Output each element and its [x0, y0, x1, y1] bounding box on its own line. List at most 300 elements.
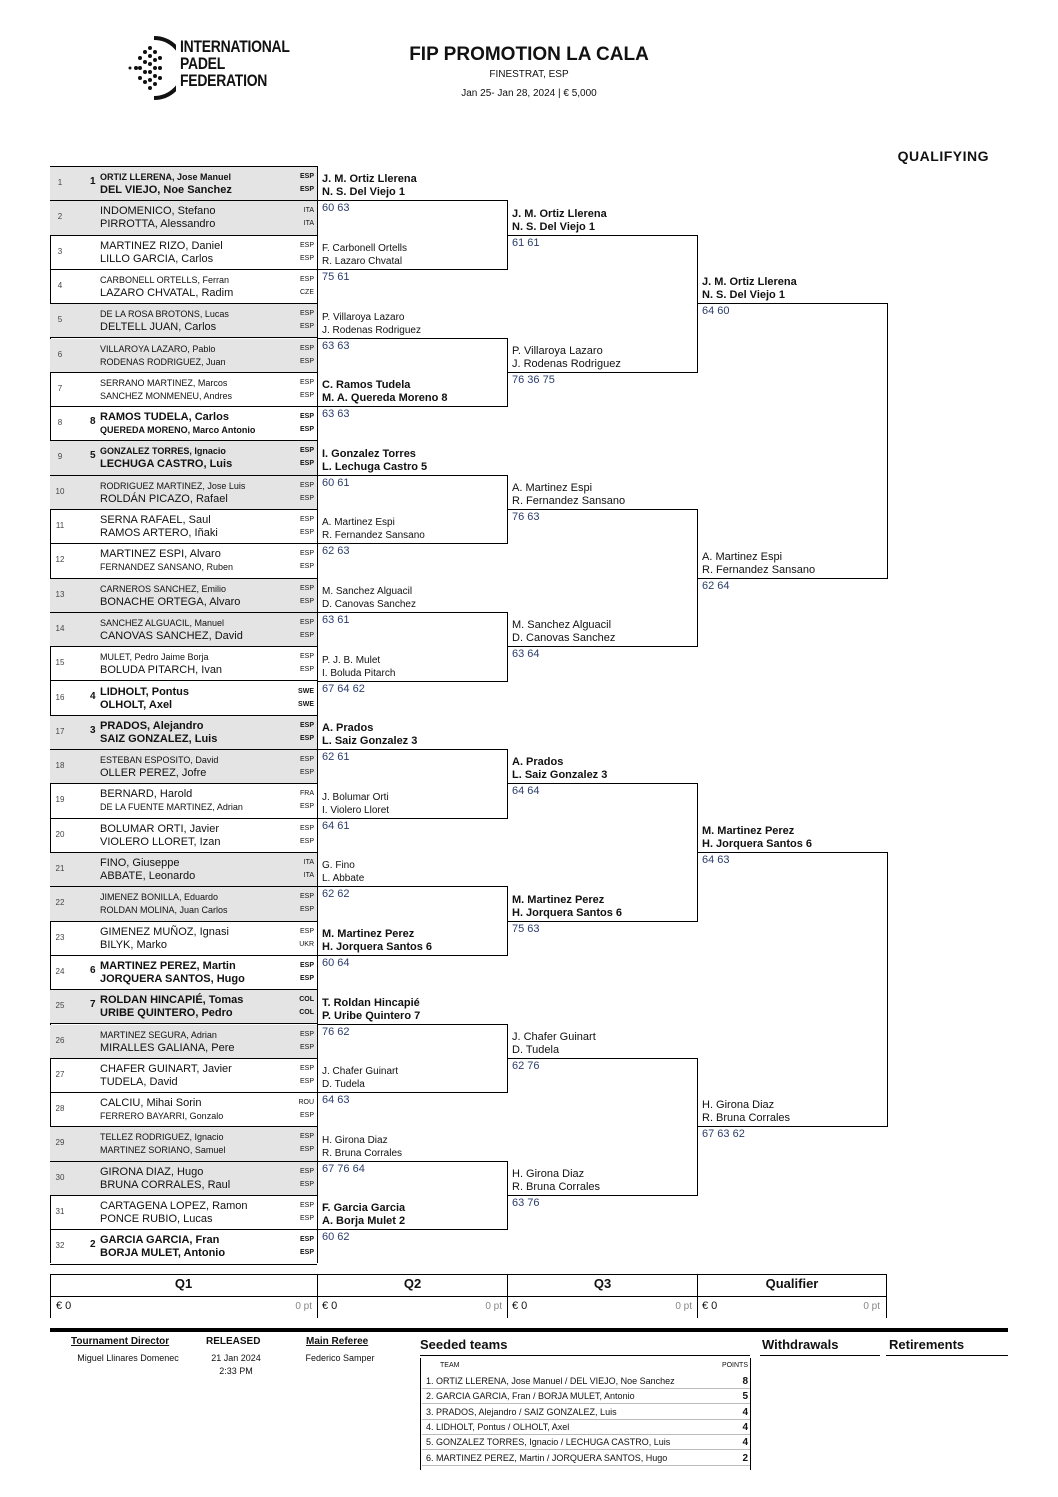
- country-code: ESP: [299, 1133, 314, 1141]
- seeded-team-name: 3. PRADOS, Alejandro / SAIZ GONZALEZ, Luis: [426, 1406, 617, 1417]
- draw-type-label: QUALIFYING: [897, 148, 989, 164]
- seed-number: 5: [90, 450, 96, 462]
- country-code: ESP: [299, 974, 314, 982]
- points-q3: 0 pt: [675, 1301, 692, 1312]
- entry-number: 24: [55, 966, 65, 976]
- match-score: 62 76: [512, 1059, 540, 1072]
- player-name: ORTIZ LLERENA, Jose Manuel: [100, 172, 232, 182]
- prize-q1: € 0: [56, 1300, 72, 1312]
- player-name: GONZALEZ TORRES, Ignacio: [100, 446, 226, 457]
- seed-number: 3: [90, 724, 96, 736]
- player-name: RAMOS TUDELA, Carlos: [100, 411, 229, 424]
- player-name: JORQUERA SANTOS, Hugo: [100, 972, 245, 985]
- winner-player: D. Canovas Sanchez: [322, 598, 416, 610]
- country-code: ESP: [299, 721, 314, 729]
- country-code: ESP: [299, 927, 314, 935]
- winner-player: I. Boluda Pitarch: [322, 667, 396, 679]
- winner-line: [318, 749, 508, 750]
- winner-player: N. S. Del Viejo 1: [702, 289, 785, 302]
- winner-line: [318, 818, 508, 819]
- seeded-team-header: TEAM: [440, 1362, 460, 1369]
- match-score: 63 61: [322, 613, 350, 626]
- winner-player: M. Martinez Perez: [512, 893, 605, 906]
- player-name: FINO, Giuseppe: [100, 857, 180, 869]
- winner-player: R. Lazaro Chvatal: [322, 255, 403, 267]
- winner-line: [318, 1161, 508, 1162]
- seeded-team-row: [422, 1374, 750, 1389]
- seeded-team-row: [422, 1389, 750, 1404]
- seeded-team-name: 1. ORTIZ LLERENA, Jose Manuel / DEL VIEJO, Noe Sanchez: [426, 1376, 675, 1386]
- seed-number: 7: [90, 999, 96, 1011]
- player-name: QUEREDA MORENO, Marco Antonio: [100, 425, 256, 436]
- seeded-team-name: 5. GONZALEZ TORRES, Ignacio / LECHUGA CASTRO, Luis: [426, 1437, 671, 1448]
- entry-number: 4: [57, 280, 63, 290]
- country-code: ESP: [299, 460, 314, 468]
- match-score: 67 64 62: [322, 682, 365, 695]
- player-name: RAMOS ARTERO, Iñaki: [100, 527, 218, 539]
- entry-row: [50, 1230, 317, 1264]
- seed-number: 8: [90, 416, 96, 428]
- entry-number: 32: [55, 1241, 65, 1251]
- winner-line: [318, 1092, 508, 1093]
- entry-row: [50, 990, 317, 1024]
- player-name: BRUNA CORRALES, Raul: [100, 1178, 231, 1191]
- country-code: ESP: [299, 734, 314, 742]
- entry-number: 12: [55, 555, 65, 565]
- entry-row: [50, 441, 317, 475]
- footer-rule: [50, 1328, 1008, 1332]
- entry-row: [50, 167, 317, 201]
- released-label: RELEASED: [206, 1336, 261, 1347]
- player-name: BOLUDA PITARCH, Ivan: [100, 664, 223, 677]
- player-name: ROLDÁN PICAZO, Rafael: [100, 492, 228, 505]
- winner-player: J. M. Ortiz Llerena: [512, 207, 607, 220]
- country-code: ESP: [299, 1249, 314, 1257]
- winner-player: H. Jorquera Santos 6: [702, 838, 813, 850]
- entry-row: [50, 304, 317, 338]
- released-time: 2:33 PM: [219, 1366, 253, 1376]
- round-label-q3: Q3: [593, 1276, 612, 1291]
- entry-row: [50, 784, 317, 818]
- entry-row: [50, 716, 317, 750]
- country-code: FRA: [300, 790, 314, 798]
- player-name: SANCHEZ ALGUACIL, Manuel: [100, 617, 225, 628]
- country-code: ESP: [299, 563, 314, 571]
- winner-player: C. Ramos Tudela: [322, 379, 411, 392]
- winner-line: [508, 783, 698, 784]
- winner-player: M. A. Quereda Moreno 8: [322, 392, 448, 405]
- player-name: MARTINEZ RIZO, Daniel: [100, 239, 223, 252]
- winner-line: [318, 886, 508, 887]
- winner-player: H. Jorquera Santos 6: [322, 940, 433, 953]
- winner-line: [318, 475, 508, 476]
- winner-line: [318, 612, 508, 613]
- player-name: RODENAS RODRIGUEZ, Juan: [100, 356, 226, 367]
- withdrawals-title: Withdrawals: [762, 1337, 839, 1352]
- entry-number: 16: [55, 692, 65, 702]
- entry-row: [50, 1025, 317, 1059]
- player-name: ABBATE, Leonardo: [100, 870, 196, 882]
- country-code: ESP: [299, 186, 314, 193]
- match-score: 75 63: [512, 922, 540, 935]
- winner-player: I. Gonzalez Torres: [322, 447, 416, 460]
- seeded-table-border: [420, 1358, 421, 1470]
- player-name: PIRROTTA, Alessandro: [100, 218, 216, 231]
- director-label: Tournament Director: [71, 1336, 170, 1347]
- entry-row: [50, 647, 317, 681]
- player-name: ROLDAN MOLINA, Juan Carlos: [100, 905, 228, 916]
- entry-number: 13: [55, 589, 65, 599]
- country-code: ESP: [299, 550, 314, 558]
- player-name: INDOMENICO, Stefano: [100, 205, 216, 218]
- player-name: GIRONA DIAZ, Hugo: [100, 1165, 204, 1178]
- winner-player: L. Abbate: [322, 873, 365, 885]
- round-header-line: [50, 1274, 886, 1275]
- points-qualifier: 0 pt: [863, 1301, 880, 1312]
- match-score: 67 76 64: [322, 1162, 365, 1175]
- logo-text: INTERNATIONAL PADEL FEDERATION: [180, 37, 290, 90]
- winner-player: H. Girona Diaz: [322, 1134, 388, 1146]
- country-code: ESP: [299, 906, 314, 914]
- player-name: DE LA ROSA BROTONS, Lucas: [100, 309, 229, 320]
- player-name: MARTINEZ SORIANO, Samuel: [100, 1145, 226, 1156]
- entry-number: 23: [55, 932, 65, 942]
- winner-player: J. Rodenas Rodriguez: [322, 324, 421, 336]
- prize-q3: € 0: [512, 1300, 528, 1312]
- player-name: LIDHOLT, Pontus: [100, 685, 190, 698]
- country-code: ESP: [299, 769, 314, 777]
- player-name: DE LA FUENTE MARTINEZ, Adrian: [100, 802, 243, 813]
- winner-line: [698, 1126, 888, 1127]
- winner-player: J. M. Ortiz Llerena: [702, 276, 797, 289]
- player-name: FERRERO BAYARRI, Gonzalo: [100, 1111, 224, 1122]
- prize-qualifier: € 0: [702, 1300, 718, 1312]
- winner-player: A. Martinez Espi: [512, 482, 593, 494]
- winner-player: F. Garcia Garcia: [322, 1202, 406, 1215]
- seed-number: 6: [90, 964, 96, 976]
- entry-number: 17: [55, 726, 65, 736]
- winner-player: P. Villaroya Lazaro: [512, 344, 603, 357]
- seed-number: 1: [90, 176, 96, 187]
- winner-player: A. Martinez Espi: [322, 517, 395, 529]
- winner-player: A. Prados: [322, 722, 374, 735]
- match-score: 76 36 75: [512, 373, 555, 386]
- entry-row: [50, 407, 317, 441]
- player-name: GARCIA GARCIA, Fran: [100, 1234, 220, 1247]
- player-name: LILLO GARCIA, Carlos: [100, 252, 214, 265]
- tournament-dates: Jan 25- Jan 28, 2024 | € 5,000: [461, 88, 597, 99]
- entry-row: [50, 236, 317, 270]
- country-code: ESP: [299, 323, 314, 331]
- entry-number: 27: [55, 1069, 65, 1079]
- country-code: ESP: [299, 1112, 314, 1120]
- seeded-points-header: POINTS: [721, 1362, 748, 1369]
- seeded-team-row: [422, 1420, 750, 1435]
- winner-player: I. Violero Lloret: [322, 804, 390, 816]
- player-name: SAIZ GONZALEZ, Luis: [100, 732, 218, 745]
- player-name: VIOLERO LLORET, Izan: [100, 835, 221, 848]
- winner-line: [698, 852, 888, 853]
- winner-player: H. Jorquera Santos 6: [512, 906, 623, 919]
- entry-row: [50, 1196, 317, 1230]
- entry-number: 7: [57, 383, 63, 393]
- winner-player: N. S. Del Viejo 1: [322, 186, 405, 199]
- seeded-team-name: 2. GARCIA GARCIA, Fran / BORJA MULET, Antonio: [426, 1391, 635, 1402]
- winner-player: J. M. Ortiz Llerena: [322, 173, 417, 186]
- winner-player: A. Borja Mulet 2: [322, 1215, 406, 1228]
- player-name: PRADOS, Alejandro: [100, 719, 204, 732]
- player-name: VILLAROYA LAZARO, Pablo: [100, 343, 216, 354]
- player-name: BILYK, Marko: [100, 938, 168, 951]
- player-name: OLHOLT, Axel: [100, 698, 173, 711]
- player-name: CALCIU, Mihai Sorin: [100, 1097, 202, 1110]
- winner-player: L. Lechuga Castro 5: [322, 460, 428, 473]
- player-name: MARTINEZ ESPI, Alvaro: [100, 548, 221, 561]
- entry-number: 22: [55, 898, 65, 908]
- entry-number: 31: [55, 1207, 65, 1216]
- country-code: ESP: [299, 494, 314, 502]
- match-score: 76 63: [512, 511, 540, 523]
- seeded-team-points: 8: [742, 1376, 748, 1387]
- winner-line: [318, 269, 508, 270]
- player-name: ESTEBAN ESPOSITO, David: [100, 755, 219, 766]
- winner-line: [318, 1229, 508, 1230]
- country-code: ITA: [303, 220, 314, 228]
- entry-row: [50, 682, 317, 716]
- match-score: 64 63: [702, 854, 730, 866]
- country-code: ESP: [299, 254, 314, 262]
- round-divider: [886, 1274, 887, 1318]
- seeded-team-points: 2: [742, 1452, 748, 1464]
- retirements-rule: [886, 1355, 1008, 1356]
- winner-player: H. Girona Diaz: [512, 1168, 585, 1180]
- match-score: 64 60: [702, 305, 730, 318]
- entry-row: [50, 887, 317, 921]
- match-score: 64 63: [322, 1094, 350, 1107]
- country-code: ESP: [299, 597, 314, 605]
- retirements-title: Retirements: [889, 1337, 965, 1352]
- player-name: OLLER PEREZ, Jofre: [100, 767, 207, 780]
- round-label-q1: Q1: [174, 1276, 193, 1291]
- country-code: ESP: [299, 653, 314, 661]
- round-label-q2: Q2: [403, 1276, 422, 1291]
- entry-number: 11: [55, 521, 65, 530]
- winner-player: D. Tudela: [512, 1043, 560, 1056]
- winner-line: [508, 921, 698, 922]
- director-name: Miguel Llinares Domenec: [77, 1353, 179, 1363]
- entry-number: 3: [57, 246, 63, 256]
- winner-player: J. Rodenas Rodriguez: [512, 357, 621, 370]
- match-score: 62 64: [702, 579, 730, 592]
- seeded-teams-title: Seeded teams: [420, 1337, 508, 1352]
- winner-line: [318, 955, 508, 956]
- match-score: 67 63 62: [702, 1128, 745, 1141]
- winner-player: R. Fernandez Sansano: [702, 563, 816, 576]
- country-code: ESP: [299, 378, 314, 386]
- match-score: 76 62: [322, 1025, 350, 1038]
- entry-row: [50, 819, 317, 853]
- entry-number: 30: [55, 1172, 65, 1182]
- country-code: ESP: [299, 1043, 314, 1051]
- winner-line: [318, 1024, 508, 1025]
- player-name: TELLEZ RODRIGUEZ, Ignacio: [100, 1132, 224, 1143]
- winner-player: J. Chafer Guinart: [322, 1066, 399, 1078]
- country-code: ESP: [299, 447, 314, 455]
- player-name: SERRANO MARTINEZ, Marcos: [100, 377, 228, 388]
- seeded-team-row: [422, 1435, 750, 1450]
- match-score: 60 61: [322, 476, 350, 489]
- country-code: ESP: [299, 893, 314, 901]
- entry-row: [50, 579, 317, 613]
- points-q2: 0 pt: [485, 1301, 502, 1312]
- player-name: CARBONELL ORTELLS, Ferran: [100, 274, 230, 285]
- country-code: ESP: [299, 824, 314, 832]
- country-code: SWE: [298, 687, 314, 695]
- match-score: 60 63: [322, 202, 350, 215]
- player-name: ROLDAN HINCAPIÉ, Tomas: [100, 994, 244, 1007]
- player-name: BONACHE ORTEGA, Alvaro: [100, 595, 241, 608]
- entry-row: [50, 476, 317, 510]
- entry-row: [50, 1093, 317, 1127]
- entry-number: 20: [55, 829, 65, 839]
- entry-number: 9: [57, 452, 63, 462]
- winner-player: T. Roldan Hincapié: [322, 996, 420, 1009]
- country-code: ESP: [299, 584, 314, 592]
- winner-player: R. Bruna Corrales: [512, 1181, 601, 1193]
- country-code: ESP: [299, 756, 314, 764]
- player-name: GIMENEZ MUÑOZ, Ignasi: [100, 925, 229, 938]
- seeded-title-rule: [420, 1355, 750, 1356]
- player-name: CANOVAS SANCHEZ, David: [100, 629, 243, 642]
- match-score: 63 76: [512, 1197, 540, 1209]
- player-name: CARNEROS SANCHEZ, Emilio: [100, 583, 227, 594]
- country-code: ITA: [303, 859, 314, 866]
- entry-number: 25: [55, 1001, 65, 1011]
- country-code: UKR: [299, 940, 314, 948]
- seeded-team-name: 6. MARTINEZ PEREZ, Martin / JORQUERA SANTOS, Hugo: [426, 1452, 668, 1463]
- referee-label: Main Referee: [306, 1336, 369, 1347]
- tournament-location: FINESTRAT, ESP: [489, 69, 569, 80]
- player-name: RODRIGUEZ MARTINEZ, Jose Luis: [100, 480, 246, 491]
- country-code: ESP: [299, 426, 314, 434]
- player-name: CHAFER GUINART, Javier: [100, 1062, 232, 1075]
- seeded-team-points: 4: [742, 1421, 748, 1433]
- seed-number: 4: [90, 690, 96, 702]
- winner-player: P. Villaroya Lazaro: [322, 311, 405, 323]
- bracket-connector: [887, 852, 888, 1127]
- entry-row: [50, 1162, 317, 1196]
- seeded-team-name: 4. LIDHOLT, Pontus / OLHOLT, Axel: [426, 1421, 570, 1432]
- match-score: 62 63: [322, 545, 350, 558]
- winner-player: A. Prados: [512, 756, 564, 769]
- entry-row: [50, 339, 317, 373]
- winner-line: [698, 578, 888, 579]
- round-label-qualifier: Qualifier: [765, 1276, 819, 1291]
- entry-number: 26: [55, 1035, 65, 1045]
- winner-line: [318, 543, 508, 544]
- winner-line: [318, 338, 508, 339]
- winner-player: M. Martinez Perez: [702, 825, 795, 837]
- winner-line: [508, 1195, 698, 1196]
- winner-player: D. Tudela: [322, 1079, 365, 1091]
- country-code: ESP: [299, 310, 314, 318]
- seeded-team-points: 4: [742, 1437, 748, 1449]
- player-name: CARTAGENA LOPEZ, Ramon: [100, 1200, 248, 1212]
- withdrawals-rule: [760, 1355, 880, 1356]
- winner-player: J. Chafer Guinart: [512, 1030, 596, 1043]
- country-code: ESP: [299, 1180, 314, 1188]
- player-name: SANCHEZ MONMENEU, Andres: [100, 390, 233, 401]
- winner-player: F. Carbonell Ortells: [322, 242, 408, 254]
- winner-player: H. Girona Diaz: [702, 1099, 775, 1112]
- player-name: SERNA RAFAEL, Saul: [100, 514, 211, 526]
- tournament-title: FIP PROMOTION LA CALA: [409, 44, 649, 65]
- player-name: LAZARO CHVATAL, Radim: [100, 286, 234, 299]
- entry-row: [50, 270, 317, 304]
- winner-player: R. Fernandez Sansano: [512, 495, 626, 507]
- player-name: MULET, Pedro Jaime Borja: [100, 652, 209, 663]
- winner-line: [318, 406, 508, 407]
- entry-row: [50, 201, 317, 235]
- entry-number: 8: [57, 418, 63, 428]
- country-code: ESP: [299, 666, 314, 674]
- seeded-table-border: [750, 1358, 751, 1470]
- match-score: 60 64: [322, 956, 350, 969]
- winner-player: R. Bruna Corrales: [702, 1112, 791, 1125]
- winner-player: A. Martinez Espi: [702, 550, 783, 563]
- entry-number: 6: [57, 349, 63, 359]
- entry-number: 2: [57, 212, 63, 222]
- match-score: 75 61: [322, 270, 350, 283]
- match-score: 62 61: [322, 751, 350, 764]
- winner-player: R. Fernandez Sansano: [322, 530, 425, 542]
- country-code: ESP: [299, 1202, 314, 1209]
- country-code: ITA: [303, 207, 314, 215]
- player-name: JIMENEZ BONILLA, Eduardo: [100, 892, 219, 903]
- country-code: ESP: [299, 344, 314, 352]
- country-code: ESP: [299, 1064, 314, 1072]
- winner-line: [318, 200, 508, 201]
- country-code: COL: [299, 996, 314, 1004]
- entry-number: 18: [55, 761, 65, 771]
- entry-row: [50, 510, 317, 544]
- seed-number: 2: [90, 1239, 96, 1251]
- winner-line: [508, 1058, 698, 1059]
- winner-player: R. Bruna Corrales: [322, 1147, 403, 1159]
- entry-number: 28: [55, 1104, 65, 1114]
- entry-number: 29: [55, 1138, 65, 1148]
- country-code: ESP: [299, 1077, 314, 1085]
- country-code: ESP: [299, 803, 314, 811]
- seeded-team-points: 5: [742, 1391, 748, 1403]
- winner-player: P. Uribe Quintero 7: [322, 1009, 421, 1022]
- winner-line: [508, 646, 698, 647]
- entry-row: [50, 750, 317, 784]
- country-code: ESP: [299, 529, 314, 536]
- player-name: FERNANDEZ SANSANO, Ruben: [100, 562, 234, 573]
- player-name: BOLUMAR ORTI, Javier: [100, 822, 219, 835]
- prize-q2: € 0: [322, 1300, 338, 1312]
- entry-number: 10: [55, 486, 65, 496]
- entry-number: 19: [55, 795, 65, 805]
- winner-player: L. Saiz Gonzalez 3: [322, 735, 418, 748]
- player-name: DELTELL JUAN, Carlos: [100, 321, 217, 334]
- entry-row: [50, 1127, 317, 1161]
- country-code: ESP: [299, 357, 314, 365]
- country-code: ESP: [299, 961, 314, 969]
- seeded-team-points: 4: [742, 1406, 748, 1418]
- entry-number: 21: [55, 864, 65, 873]
